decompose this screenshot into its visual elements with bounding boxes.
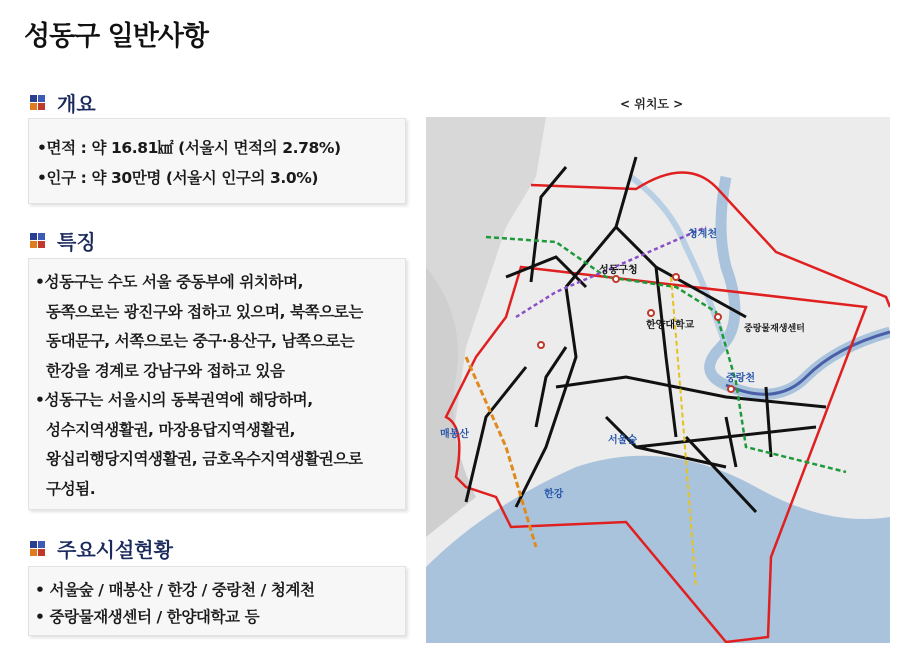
overview-line: •면적 : 약 16.81㎢ (서울시 면적의 2.78%): [37, 139, 341, 157]
map-label-seoul-forest: 서울숲: [608, 435, 637, 446]
han-river: [426, 456, 890, 643]
features-box: [28, 258, 406, 510]
features-line: 동대문구, 서쪽으로는 중구·용산구, 남쪽으로는: [46, 332, 355, 350]
section-square-icon: [30, 541, 45, 556]
section-heading-features: [30, 226, 96, 255]
page-title: 성동구 일반사항: [24, 21, 208, 52]
features-line: 동쪽으로는 광진구와 접하고 있으며, 북쪽으로는: [46, 302, 363, 321]
map-label-hangang: 한강: [544, 489, 564, 500]
overview-line: •인구 : 약 30만명 (서울시 인구의 3.0%): [37, 169, 319, 187]
section-label: 주요시설현황: [57, 538, 173, 562]
section-heading-facilities: [30, 534, 173, 563]
map-label-seongdong-office: 성동구청: [599, 265, 638, 276]
map-label-jungnangcheon: 중랑천: [726, 373, 755, 384]
features-line: •성동구는 수도 서울 중동부에 위치하며,: [35, 273, 304, 291]
section-label: 특징: [57, 230, 96, 254]
map-label-jungnang-center: 중랑물재생센터: [744, 324, 805, 334]
features-line: •성동구는 서울시의 동북권역에 해당하며,: [35, 391, 313, 409]
map-label-maebongsan: 매봉산: [440, 429, 469, 440]
features-line: 왕십리행당지역생활권, 금호옥수지역생활권으로: [46, 450, 363, 468]
section-heading-overview: [30, 88, 96, 117]
map-caption: < 위치도 >: [620, 97, 684, 111]
features-line: 성수지역생활권, 마장용답지역생활권,: [46, 420, 296, 439]
features-line: 구성됨.: [46, 479, 96, 498]
location-map: [426, 117, 890, 643]
facilities-line: • 서울숲 / 매봉산 / 한강 / 중랑천 / 청계천: [35, 581, 315, 599]
overview-box: [28, 118, 406, 204]
section-label: 개요: [57, 92, 96, 116]
features-line: 한강을 경계로 강남구와 접하고 있음: [46, 361, 285, 380]
section-square-icon: [30, 95, 45, 110]
map-label-hanyang-univ: 한양대학교: [646, 320, 695, 331]
facilities-box: [28, 566, 406, 636]
map-label-cheonggyecheon: 청계천: [688, 229, 717, 240]
facilities-line: • 중랑물재생센터 / 한양대학교 등: [35, 608, 260, 626]
jungnangcheon-path: [726, 332, 890, 394]
map-canvas: [426, 117, 890, 643]
section-square-icon: [30, 233, 45, 248]
